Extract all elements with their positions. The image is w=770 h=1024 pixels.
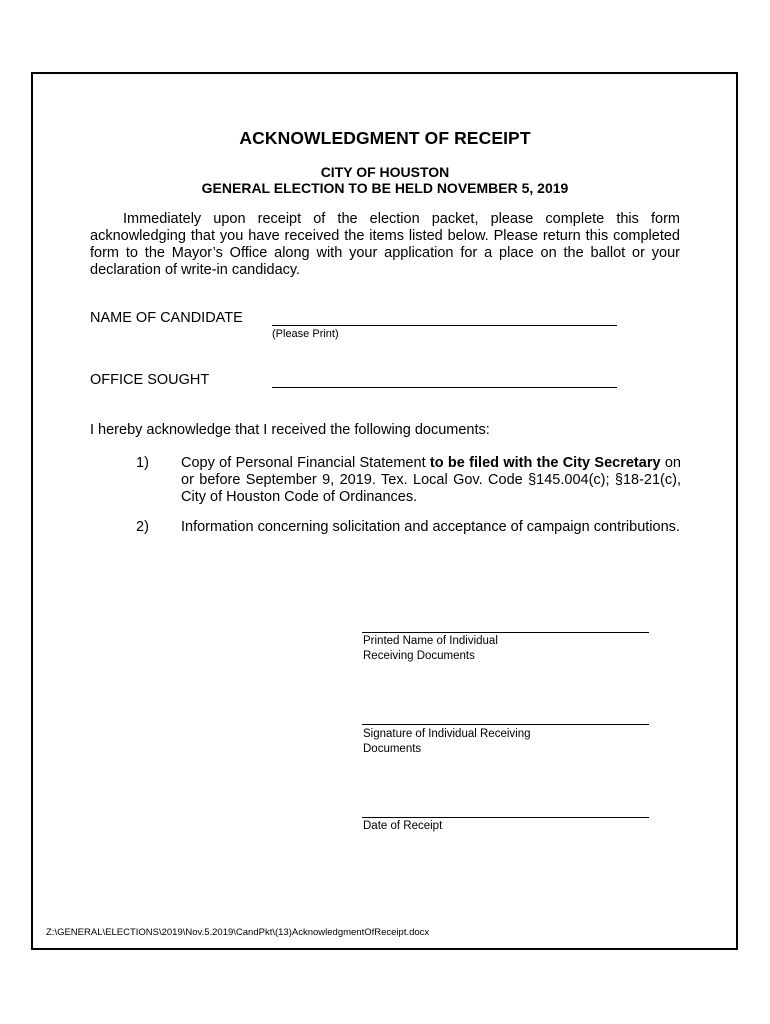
date-of-receipt-caption: Date of Receipt — [363, 820, 443, 832]
office-sought-label: OFFICE SOUGHT — [90, 372, 210, 388]
item-text-part: on or before September 9, 2019. Tex. Local Gov. Code §145.004(c); §18-21(c), City of Houston Code of Ordinances. — [181, 455, 681, 505]
acknowledgment-statement: I hereby acknowledge that I received the following documents: — [90, 422, 490, 438]
signature-field[interactable] — [362, 724, 649, 725]
item-text-bold: to be filed with the City Secretary — [429, 455, 661, 471]
candidate-name-label: NAME OF CANDIDATE — [90, 310, 243, 326]
date-of-receipt-field[interactable] — [362, 817, 649, 818]
candidate-name-field[interactable] — [272, 325, 617, 326]
document-subtitle-election: GENERAL ELECTION TO BE HELD NOVEMBER 5, 2019 — [201, 180, 569, 196]
intro-paragraph: Immediately upon receipt of the election packet, please complete this form acknowledging that you have received the items listed below. Please return this completed form to the Mayor’s Office along with your application for a place on the ballot or your declaration of write-in candidacy. — [90, 211, 680, 278]
caption-line: Receiving Documents — [363, 649, 475, 662]
printed-name-caption — [363, 634, 583, 663]
office-sought-field[interactable] — [272, 387, 617, 388]
please-print-hint: (Please Print) — [272, 328, 339, 340]
caption-line: Documents — [363, 742, 422, 755]
item-text-part: Copy of Personal Financial Statement — [181, 455, 430, 471]
list-item-text — [181, 455, 681, 506]
document-title: ACKNOWLEDGMENT OF RECEIPT — [239, 128, 531, 148]
document-subtitle-city: CITY OF HOUSTON — [320, 164, 450, 180]
caption-line: Printed Name of Individual — [363, 635, 498, 647]
list-item-number: 1) — [136, 455, 149, 471]
signature-caption — [363, 727, 583, 756]
list-item-text: Information concerning solicitation and acceptance of campaign contributions. — [181, 519, 680, 535]
list-item-number: 2) — [136, 519, 149, 535]
file-path-footer: Z:\GENERAL\ELECTIONS\2019\Nov.5.2019\CandPkt\(13)AcknowledgmentOfReceipt.docx — [46, 927, 430, 938]
caption-line: Signature of Individual Receiving — [363, 728, 531, 740]
printed-name-field[interactable] — [362, 632, 649, 633]
